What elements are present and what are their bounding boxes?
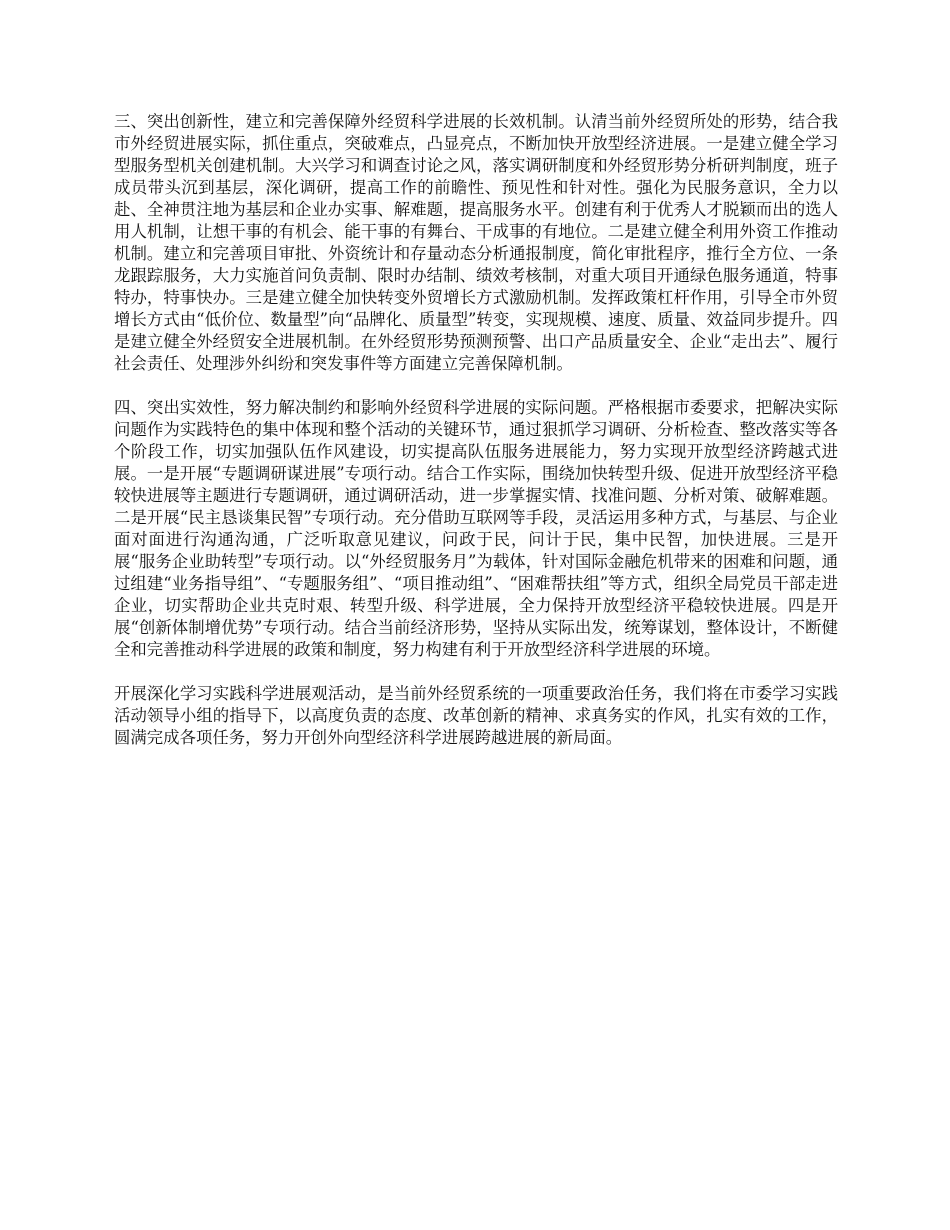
paragraph-conclusion: 开展深化学习实践科学进展观活动，是当前外经贸系统的一项重要政治任务，我们将在市委学习实践活动领导小组的指导下，以高度负责的态度、改革创新的精神、求真务实的作风，扎实有效的工作，圆满完成各项任务，努力开创外向型经济科学进展跨越进展的新局面。 <box>114 684 838 747</box>
paragraph-section-four: 四、突出实效性，努力解决制约和影响外经贸科学进展的实际问题。严格根据市委要求，把解决实际问题作为实践特色的集中体现和整个活动的关键环节，通过狠抓学习调研、分析检查、整改落实等各个阶段工作，切实加强队伍作风建设，切实提高队伍服务进展能力，努力实现开放型经济跨越式进展。一是开展“专题调研谋进展”专项行动。结合工作实际，围绕加快转型升级、促进开放型经济平稳较快进展等主题进行专题调研，通过调研活动，进一步掌握实情、找准问题、分析对策、破解难题。二是开展“民主恳谈集民智”专项行动。充分借助互联网等手段，灵活运用多种方式，与基层、与企业面对面进行沟通沟通，广泛听取意见建议，问政于民，问计于民，集中民智，加快进展。三是开展“服务企业助转型”专项行动。以“外经贸服务月”为载体，针对国际金融危机带来的困难和问题，通过组建“业务指导组”、“专题服务组”、“项目推动组”、“困难帮扶组”等方式，组织全局党员干部走进企业，切实帮助企业共克时艰、转型升级、科学进展，全力保持开放型经济平稳较快进展。四是开展“创新体制增优势”专项行动。结合当前经济形势，坚持从实际出发，统筹谋划，整体设计，不断健全和完善推动科学进展的政策和制度，努力构建有利于开放型经济科学进展的环境。 <box>114 398 838 659</box>
document-body <box>114 111 838 771</box>
paragraph-section-three: 三、突出创新性，建立和完善保障外经贸科学进展的长效机制。认清当前外经贸所处的形势，结合我市外经贸进展实际，抓住重点，突破难点，凸显亮点，不断加快开放型经济进展。一是建立健全学习型服务型机关创建机制。大兴学习和调查讨论之风，落实调研制度和外经贸形势分析研判制度，班子成员带头沉到基层，深化调研，提高工作的前瞻性、预见性和针对性。强化为民服务意识，全力以赴、全神贯注地为基层和企业办实事、解难题，提高服务水平。创建有利于优秀人才脱颖而出的选人用人机制，让想干事的有机会、能干事的有舞台、干成事的有地位。二是建立健全利用外资工作推动机制。建立和完善项目审批、外资统计和存量动态分析通报制度，简化审批程序，推行全方位、一条龙跟踪服务，大力实施首问负责制、限时办结制、绩效考核制，对重大项目开通绿色服务通道，特事特办，特事快办。三是建立健全加快转变外贸增长方式激励机制。发挥政策杠杆作用，引导全市外贸增长方式由“低价位、数量型”向“品牌化、质量型”转变，实现规模、速度、质量、效益同步提升。四是建立健全外经贸安全进展机制。在外经贸形势预测预警、出口产品质量安全、企业“走出去”、履行社会责任、处理涉外纠纷和突发事件等方面建立完善保障机制。 <box>114 112 838 373</box>
